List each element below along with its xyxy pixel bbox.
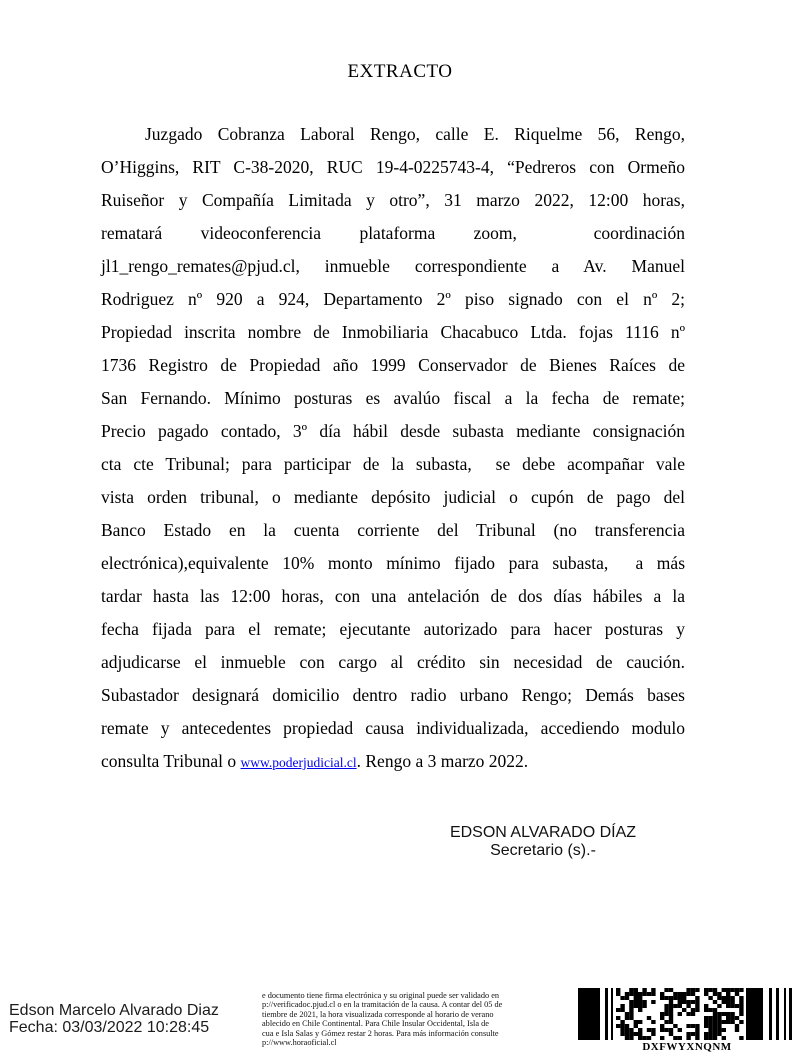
disclaimer-line: e documento tiene firma electrónica y su original puede ser validado en — [262, 991, 500, 1000]
signature-role: Secretario (s).- — [490, 842, 596, 859]
body-last-suffix: . Rengo a 3 marzo 2022. — [356, 751, 529, 771]
disclaimer-line: tiembre de 2021, la hora visualizada corresponde al horario de verano — [262, 1009, 494, 1019]
signature-name: EDSON ALVARADO DÍAZ — [449, 824, 637, 841]
pdf417-barcode-icon — [578, 988, 796, 1040]
barcode-label: DXFWYXNQNM — [642, 1041, 732, 1053]
body-line: San Fernando. Mínimo posturas es avalúo fiscal a la fecha de remate; — [101, 388, 685, 408]
disclaimer-line: cua e Isla Salas y Gómez restar 2 horas. Para más información consulte — [262, 1028, 499, 1038]
body-line: Banco Estado en la cuenta corriente del Tribunal (no transferencia — [101, 520, 685, 540]
validation-disclaimer — [262, 991, 564, 1047]
body-line: rematará videoconferencia plataforma zoom, coordinación — [101, 223, 685, 243]
body-line: fecha fijada para el remate; ejecutante autorizado para hacer posturas y — [101, 619, 685, 639]
body-line: vista orden tribunal, o mediante depósito judicial o cupón de pago del — [101, 487, 685, 507]
stamp-date: Fecha: 03/03/2022 10:28:45 — [9, 1018, 210, 1036]
stamp-signer-name: Edson Marcelo Alvarado Diaz — [9, 1002, 219, 1019]
electronic-signature-stamp — [9, 1003, 219, 1036]
body-line: cta cte Tribunal; para participar de la subasta, se debe acompañar vale — [101, 454, 685, 474]
body-line: Subastador designará domicilio dentro radio urbano Rengo; Demás bases — [101, 685, 685, 705]
body-last-prefix: consulta Tribunal o — [101, 751, 241, 771]
body-line: adjudicarse el inmueble con cargo al crédito sin necesidad de caución. — [101, 652, 685, 672]
body-line: jl1_rengo_remates@pjud.cl, inmueble correspondiente a Av. Manuel — [101, 256, 685, 276]
body-line: Propiedad inscrita nombre de Inmobiliaria Chacabuco Ltda. fojas 1116 nº — [101, 322, 685, 342]
disclaimer-line: ablecido en Chile Continental. Para Chile Insular Occidental, Isla de — [262, 1019, 489, 1029]
document-body — [101, 118, 685, 778]
body-line: O’Higgins, RIT C-38-2020, RUC 19-4-0225743-4, “Pedreros con Ormeño — [101, 157, 685, 177]
disclaimer-line: p://verificadoc.pjud.cl o en la tramitación de la causa. A contar del 05 de — [262, 1000, 503, 1010]
body-line: electrónica),equivalente 10% monto mínimo fijado para subasta, a más — [101, 553, 685, 573]
body-line: 1736 Registro de Propiedad año 1999 Conservador de Bienes Raíces de — [101, 355, 685, 375]
body-line: Rodriguez nº 920 a 924, Departamento 2º piso signado con el nº 2; — [101, 289, 685, 309]
body-line: tardar hasta las 12:00 horas, con una antelación de dos días hábiles a la — [101, 586, 685, 606]
body-line: Ruiseñor y Compañía Limitada y otro”, 31 marzo 2022, 12:00 horas, — [101, 190, 685, 210]
body-line: Juzgado Cobranza Laboral Rengo, calle E. Riquelme 56, Rengo, — [145, 124, 685, 144]
body-line-last — [101, 745, 685, 778]
poderjudicial-link[interactable]: www.poderjudicial.cl — [240, 755, 357, 770]
disclaimer-line: p://www.horaoficial.cl — [262, 1038, 337, 1048]
document-title: EXTRACTO — [347, 61, 453, 82]
body-line: Precio pagado contado, 3º día hábil desde subasta mediante consignación — [101, 421, 685, 441]
body-line: remate y antecedentes propiedad causa individualizada, accediendo modulo — [101, 718, 685, 738]
signature-block — [353, 824, 733, 860]
